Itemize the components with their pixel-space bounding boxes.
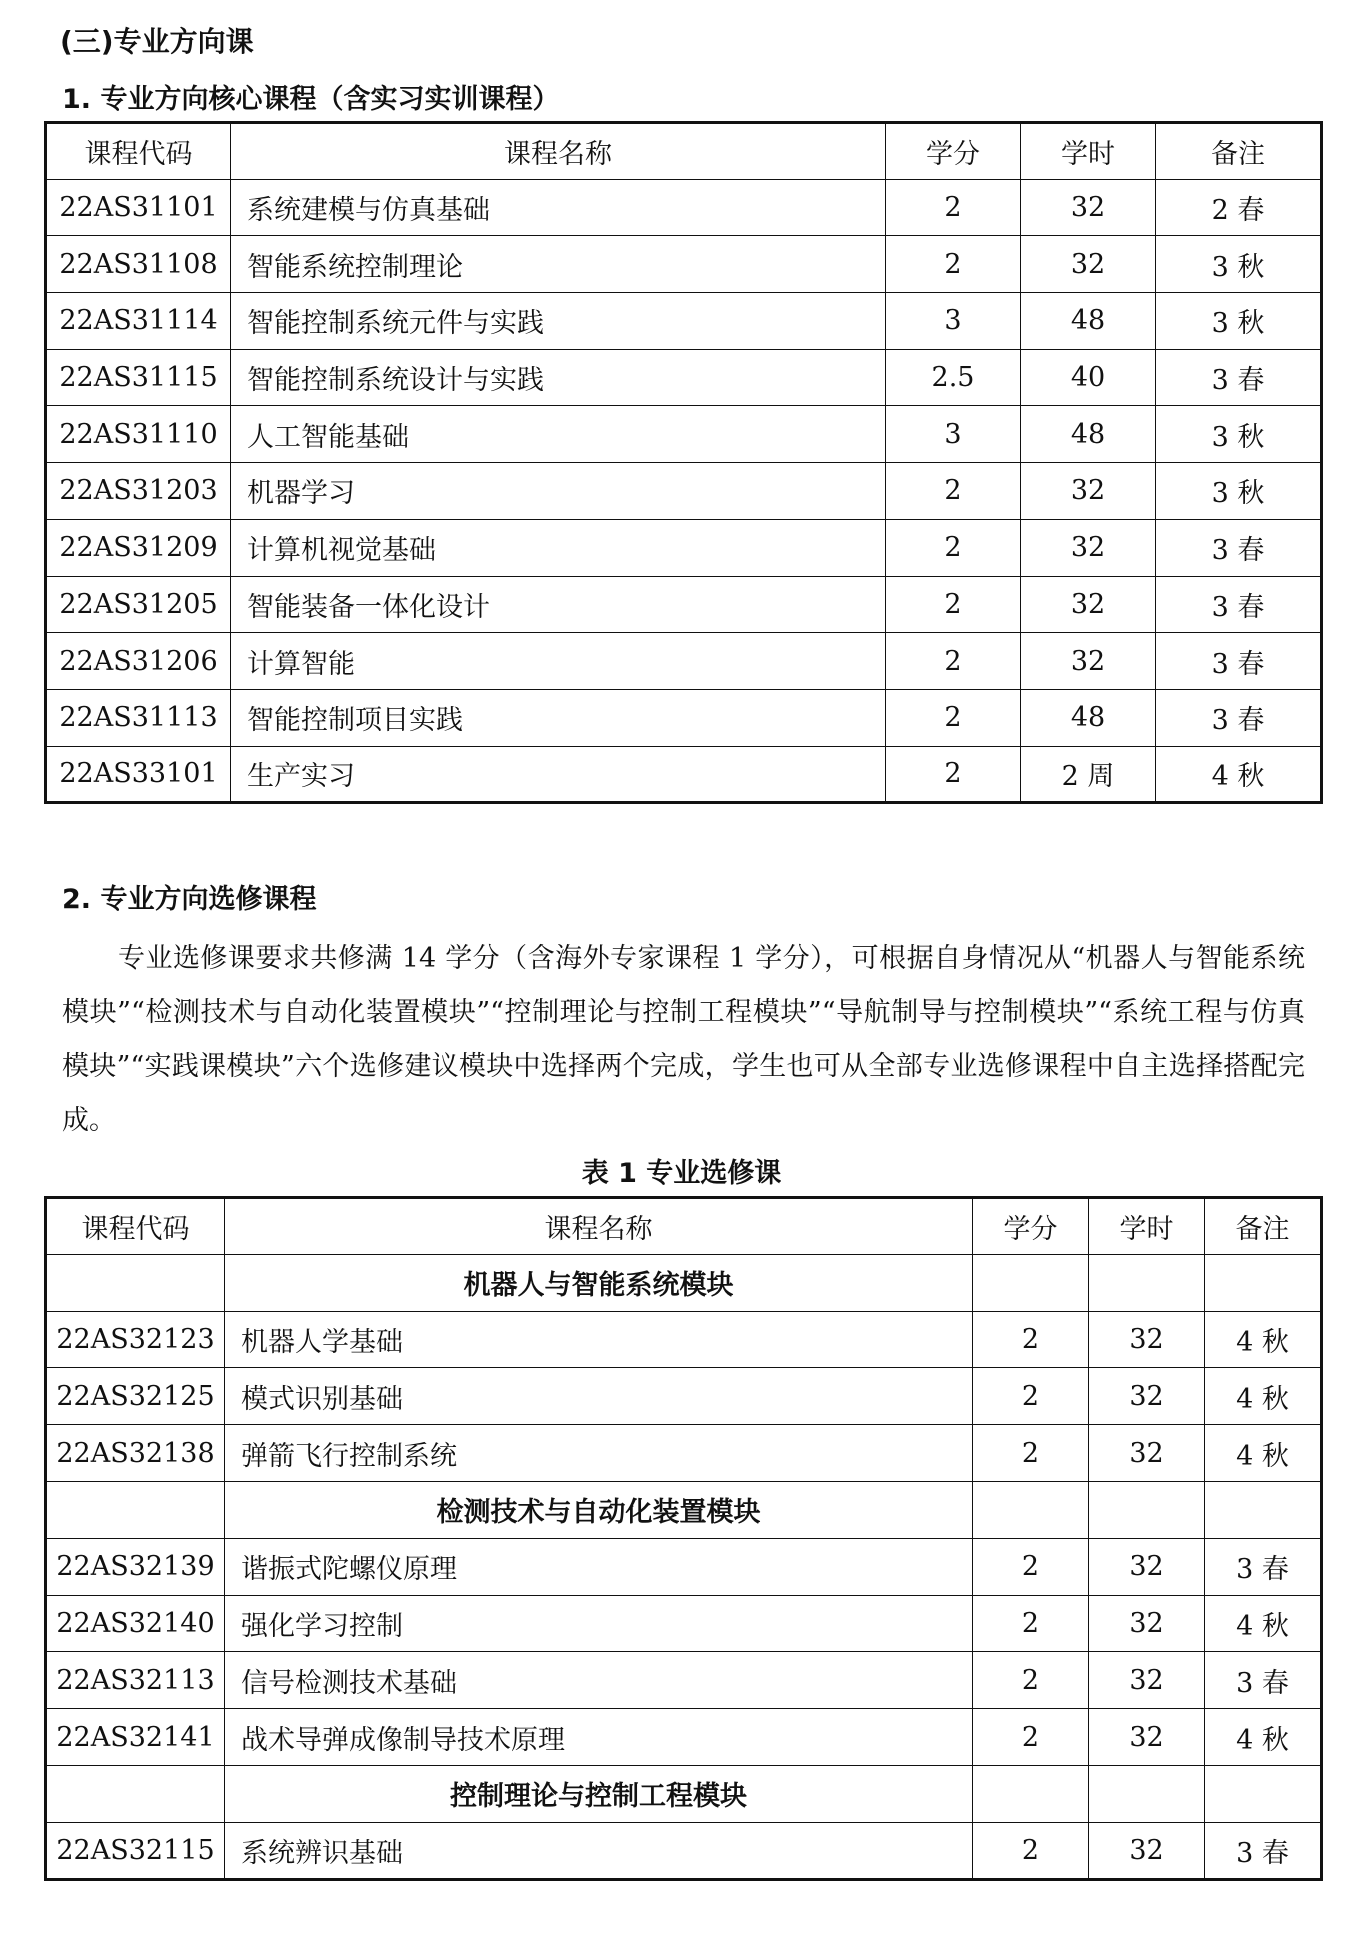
module-code-empty — [46, 1765, 225, 1822]
course-credit: 2 — [973, 1368, 1089, 1425]
course-credit: 2.5 — [886, 349, 1021, 406]
course-note: 4 秋 — [1205, 1368, 1322, 1425]
course-code: 22AS31203 — [46, 463, 231, 520]
column-header-credit: 学分 — [973, 1198, 1089, 1255]
course-credit: 2 — [973, 1425, 1089, 1482]
module-hours-empty — [1089, 1481, 1205, 1538]
course-credit: 2 — [886, 463, 1021, 520]
course-credit: 3 — [886, 406, 1021, 463]
course-name: 生产实习 — [231, 746, 886, 803]
course-code: 22AS32139 — [46, 1538, 225, 1595]
course-code: 22AS31115 — [46, 349, 231, 406]
course-code: 22AS32123 — [46, 1311, 225, 1368]
course-code: 22AS31206 — [46, 633, 231, 690]
module-row — [46, 1254, 1322, 1311]
course-name: 系统建模与仿真基础 — [231, 179, 886, 236]
course-credit: 2 — [886, 519, 1021, 576]
course-code: 22AS32113 — [46, 1652, 225, 1709]
course-hours: 32 — [1089, 1538, 1205, 1595]
module-code-empty — [46, 1254, 225, 1311]
module-credit-empty — [973, 1481, 1089, 1538]
course-hours: 32 — [1089, 1822, 1205, 1879]
table-row — [46, 406, 1322, 463]
course-name: 机器学习 — [231, 463, 886, 520]
table-row — [46, 1709, 1322, 1766]
course-credit: 2 — [973, 1822, 1089, 1879]
table-row — [46, 349, 1322, 406]
column-header-note: 备注 — [1156, 123, 1322, 180]
course-hours: 32 — [1089, 1595, 1205, 1652]
course-note: 4 秋 — [1205, 1311, 1322, 1368]
course-note: 3 秋 — [1156, 406, 1322, 463]
course-code: 22AS31108 — [46, 236, 231, 293]
course-hours: 32 — [1021, 463, 1156, 520]
table-row — [46, 179, 1322, 236]
module-title: 机器人与智能系统模块 — [225, 1254, 973, 1311]
course-hours: 48 — [1021, 406, 1156, 463]
table-row — [46, 1311, 1322, 1368]
course-note: 3 春 — [1156, 576, 1322, 633]
module-note-empty — [1205, 1765, 1322, 1822]
course-note: 3 春 — [1156, 689, 1322, 746]
course-name: 计算机视觉基础 — [231, 519, 886, 576]
course-note: 4 秋 — [1205, 1709, 1322, 1766]
table-header-row — [46, 123, 1322, 180]
column-header-note: 备注 — [1205, 1198, 1322, 1255]
course-credit: 2 — [886, 179, 1021, 236]
column-header-hours: 学时 — [1089, 1198, 1205, 1255]
elective-courses-heading: 2. 专业方向选修课程 — [62, 884, 317, 915]
course-note: 3 春 — [1156, 519, 1322, 576]
course-note: 3 春 — [1156, 633, 1322, 690]
course-hours: 48 — [1021, 293, 1156, 350]
course-code: 22AS31209 — [46, 519, 231, 576]
column-header-credit: 学分 — [886, 123, 1021, 180]
module-title: 检测技术与自动化装置模块 — [225, 1481, 973, 1538]
course-name: 智能控制系统元件与实践 — [231, 293, 886, 350]
course-name: 弹箭飞行控制系统 — [225, 1425, 973, 1482]
course-credit: 2 — [973, 1595, 1089, 1652]
course-name: 模式识别基础 — [225, 1368, 973, 1425]
table-row — [46, 1538, 1322, 1595]
table-row — [46, 293, 1322, 350]
course-code: 22AS32115 — [46, 1822, 225, 1879]
course-hours: 32 — [1089, 1425, 1205, 1482]
course-name: 智能控制项目实践 — [231, 689, 886, 746]
column-header-name: 课程名称 — [225, 1198, 973, 1255]
module-code-empty — [46, 1481, 225, 1538]
course-code: 22AS32138 — [46, 1425, 225, 1482]
column-header-code: 课程代码 — [46, 123, 231, 180]
column-header-name: 课程名称 — [231, 123, 886, 180]
course-code: 22AS32140 — [46, 1595, 225, 1652]
module-row — [46, 1765, 1322, 1822]
course-note: 4 秋 — [1205, 1425, 1322, 1482]
module-credit-empty — [973, 1765, 1089, 1822]
course-note: 4 秋 — [1205, 1595, 1322, 1652]
course-name: 系统辨识基础 — [225, 1822, 973, 1879]
course-note: 4 秋 — [1156, 746, 1322, 803]
course-credit: 2 — [973, 1311, 1089, 1368]
course-hours: 32 — [1089, 1368, 1205, 1425]
table-row — [46, 633, 1322, 690]
table-row — [46, 1425, 1322, 1482]
table-caption: 表 1 专业选修课 — [581, 1158, 782, 1189]
course-hours: 32 — [1089, 1709, 1205, 1766]
table-row — [46, 1652, 1322, 1709]
course-hours: 32 — [1021, 576, 1156, 633]
course-credit: 2 — [886, 633, 1021, 690]
course-name: 战术导弹成像制导技术原理 — [225, 1709, 973, 1766]
table-row — [46, 1822, 1322, 1879]
column-header-code: 课程代码 — [46, 1198, 225, 1255]
column-header-hours: 学时 — [1021, 123, 1156, 180]
course-note: 3 春 — [1205, 1822, 1322, 1879]
course-code: 22AS31114 — [46, 293, 231, 350]
course-note: 3 秋 — [1156, 236, 1322, 293]
elective-intro-paragraph: 专业选修课要求共修满 14 学分（含海外专家课程 1 学分），可根据自身情况从“机器人与智能系统模块”“检测技术与自动化装置模块”“控制理论与控制工程模块”“导航制导与控制模块”“系统工程与仿真模块”“实践课模块”六个选修建议模块中选择两个完成，学生也可从全部专业选修课程中自主选择搭配完成。 — [62, 943, 1305, 1136]
table-row — [46, 576, 1322, 633]
course-code: 22AS31113 — [46, 689, 231, 746]
table-row — [46, 746, 1322, 803]
course-note: 3 秋 — [1156, 463, 1322, 520]
table-row — [46, 236, 1322, 293]
course-code: 22AS33101 — [46, 746, 231, 803]
course-name: 谐振式陀螺仪原理 — [225, 1538, 973, 1595]
course-credit: 2 — [973, 1652, 1089, 1709]
course-credit: 2 — [886, 576, 1021, 633]
course-credit: 3 — [886, 293, 1021, 350]
course-credit: 2 — [886, 746, 1021, 803]
course-note: 3 春 — [1205, 1538, 1322, 1595]
course-name: 人工智能基础 — [231, 406, 886, 463]
elective-courses-table — [44, 1196, 1323, 1881]
course-hours: 32 — [1089, 1311, 1205, 1368]
course-name: 机器人学基础 — [225, 1311, 973, 1368]
core-courses-table — [44, 121, 1323, 804]
table-row — [46, 519, 1322, 576]
course-name: 信号检测技术基础 — [225, 1652, 973, 1709]
course-note: 3 春 — [1156, 349, 1322, 406]
course-credit: 2 — [886, 236, 1021, 293]
module-row — [46, 1481, 1322, 1538]
module-credit-empty — [973, 1254, 1089, 1311]
course-hours: 32 — [1089, 1652, 1205, 1709]
course-name: 智能装备一体化设计 — [231, 576, 886, 633]
course-credit: 2 — [973, 1538, 1089, 1595]
course-hours: 2 周 — [1021, 746, 1156, 803]
module-note-empty — [1205, 1254, 1322, 1311]
course-hours: 48 — [1021, 689, 1156, 746]
course-code: 22AS31205 — [46, 576, 231, 633]
course-note: 3 秋 — [1156, 293, 1322, 350]
course-hours: 32 — [1021, 236, 1156, 293]
module-title: 控制理论与控制工程模块 — [225, 1765, 973, 1822]
table-row — [46, 1595, 1322, 1652]
table-row — [46, 463, 1322, 520]
module-hours-empty — [1089, 1254, 1205, 1311]
course-name: 计算智能 — [231, 633, 886, 690]
module-hours-empty — [1089, 1765, 1205, 1822]
table-row — [46, 689, 1322, 746]
core-courses-heading: 1. 专业方向核心课程（含实习实训课程） — [62, 84, 560, 115]
course-hours: 40 — [1021, 349, 1156, 406]
course-name: 智能系统控制理论 — [231, 236, 886, 293]
course-note: 2 春 — [1156, 179, 1322, 236]
section-heading: (三)专业方向课 — [60, 25, 254, 58]
table-header-row — [46, 1198, 1322, 1255]
course-code: 22AS31101 — [46, 179, 231, 236]
course-note: 3 春 — [1205, 1652, 1322, 1709]
course-credit: 2 — [973, 1709, 1089, 1766]
table-row — [46, 1368, 1322, 1425]
course-hours: 32 — [1021, 179, 1156, 236]
course-name: 智能控制系统设计与实践 — [231, 349, 886, 406]
course-name: 强化学习控制 — [225, 1595, 973, 1652]
course-hours: 32 — [1021, 519, 1156, 576]
module-note-empty — [1205, 1481, 1322, 1538]
course-credit: 2 — [886, 689, 1021, 746]
course-hours: 32 — [1021, 633, 1156, 690]
course-code: 22AS31110 — [46, 406, 231, 463]
course-code: 22AS32125 — [46, 1368, 225, 1425]
course-code: 22AS32141 — [46, 1709, 225, 1766]
